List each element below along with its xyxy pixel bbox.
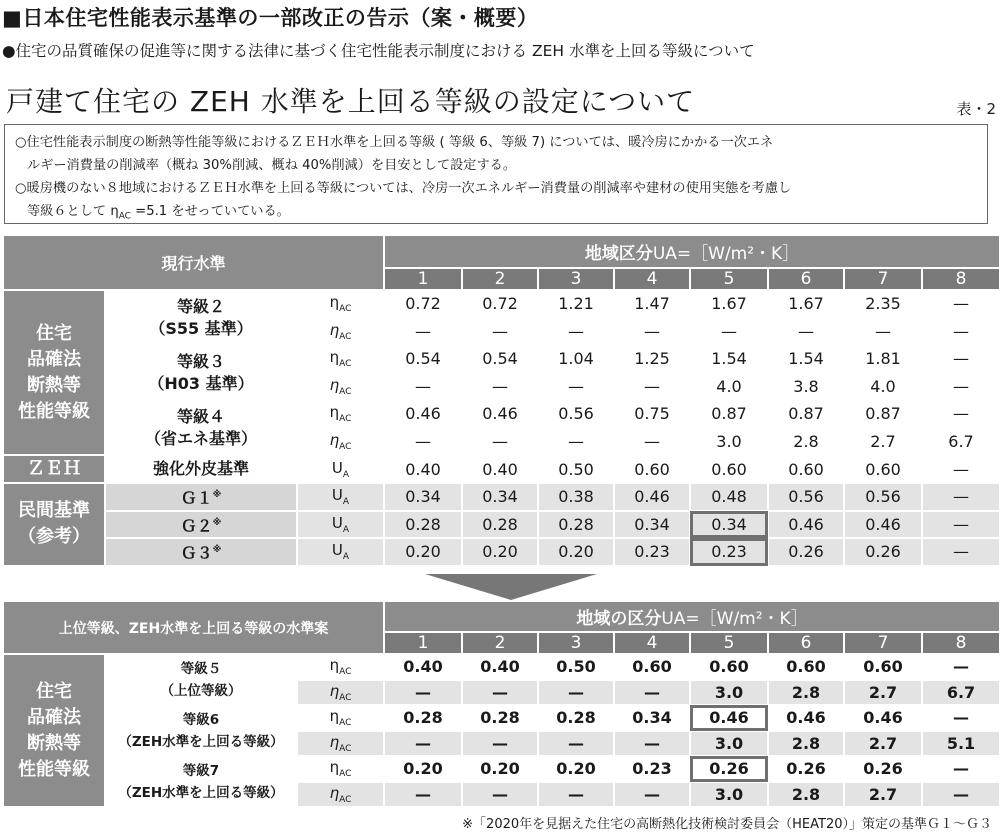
- grade-name-line2: （S55 基準）: [149, 318, 253, 338]
- value-cell: 0.72: [462, 290, 538, 318]
- eta-symbol-sub: AC: [339, 441, 352, 452]
- value-cell: 0.28: [384, 705, 462, 731]
- ua-symbol: [297, 538, 384, 566]
- value-cell: 0.56: [844, 483, 922, 511]
- eta-symbol-sub: AC: [339, 743, 352, 754]
- value-cell: 0.72: [384, 290, 462, 318]
- value-cell: 0.87: [768, 400, 844, 428]
- value-cell: —: [922, 756, 1000, 782]
- eta-symbol-sub: AC: [339, 718, 352, 729]
- page-subtitle: ●住宅の品質確保の促進等に関する法律に基づく住宅性能表示制度における ZEH 水準を上回る等級について: [2, 42, 755, 60]
- value-cell: 0.34: [384, 483, 462, 511]
- value-cell: 1.67: [690, 290, 768, 318]
- table-number: 表・2: [956, 100, 996, 118]
- grade-name-line2: （上位等級）: [160, 682, 242, 699]
- value-cell: 0.54: [384, 345, 462, 373]
- value-cell: 0.26: [844, 538, 922, 566]
- value-cell: 2.8: [768, 428, 844, 456]
- eta-symbol-main: η: [329, 707, 340, 726]
- value-cell: —: [462, 731, 538, 757]
- value-cell: —: [844, 318, 922, 346]
- note-line: ○暖房機のない８地域におけるＺＥＨ水準を上回る等級については、冷房一次エネルギー消費量の削減率や建材の使用実態を考慮し: [15, 181, 792, 196]
- region-number: 3: [538, 268, 614, 290]
- value-cell: 1.25: [614, 345, 690, 373]
- value-cell: —: [614, 731, 690, 757]
- value-cell: 0.28: [538, 705, 614, 731]
- value-cell: 0.34: [462, 483, 538, 511]
- value-cell: 3.0: [690, 782, 768, 808]
- value-cell: 0.46: [384, 400, 462, 428]
- value-cell: 0.23: [690, 538, 768, 566]
- value-cell: 0.87: [690, 400, 768, 428]
- value-cell: —: [690, 318, 768, 346]
- ua-symbol-main: U: [331, 541, 343, 560]
- value-cell: 0.28: [384, 511, 462, 539]
- value-cell: 0.75: [614, 400, 690, 428]
- value-cell: —: [768, 318, 844, 346]
- table1-header-left: 現行水準: [4, 236, 384, 290]
- region-number: 8: [922, 268, 1000, 290]
- eta-symbol-main: η: [329, 783, 340, 802]
- value-cell: 0.46: [614, 483, 690, 511]
- eta-symbol: [297, 290, 384, 318]
- group-label-zeh: ＺＥＨ: [4, 455, 105, 483]
- note-line: ○住宅性能表示制度の断熱等性能等級におけるＺＥＨ水準を上回る等級 ( 等級 6、等級 7) については、暖冷房にかかる一次エネ: [15, 135, 774, 150]
- value-cell: 0.40: [462, 654, 538, 680]
- grade-name-line2: （ZEH水準を上回る等級）: [118, 733, 284, 750]
- value-cell: —: [538, 373, 614, 401]
- value-cell: —: [538, 428, 614, 456]
- region-number: 1: [384, 632, 462, 654]
- value-cell: 6.7: [922, 680, 1000, 706]
- group-label-private: 民間基準 （参考）: [4, 483, 105, 566]
- value-cell: 0.26: [844, 756, 922, 782]
- value-cell: 2.7: [844, 731, 922, 757]
- region-number: 6: [768, 632, 844, 654]
- value-cell: —: [538, 782, 614, 808]
- region-number: 7: [844, 268, 922, 290]
- value-cell: —: [384, 680, 462, 706]
- eta-symbol: [297, 654, 384, 680]
- value-cell: 0.34: [614, 511, 690, 539]
- eta-symbol-sub: AC: [339, 769, 352, 780]
- value-cell: 0.26: [768, 538, 844, 566]
- current-standards-table: [4, 236, 1000, 567]
- value-cell: 2.7: [844, 782, 922, 808]
- region-number: 7: [844, 632, 922, 654]
- value-cell: 0.34: [614, 705, 690, 731]
- eta-symbol: [297, 680, 384, 706]
- grade-name-line2: （省エネ基準）: [144, 428, 257, 448]
- value-cell: 0.28: [538, 511, 614, 539]
- region-number: 2: [462, 632, 538, 654]
- value-cell: 0.28: [462, 705, 538, 731]
- g-grade-mark: ※: [212, 545, 222, 556]
- value-cell: —: [922, 782, 1000, 808]
- value-cell: —: [538, 318, 614, 346]
- value-cell: 0.60: [690, 455, 768, 483]
- eta-symbol-main: η: [329, 293, 340, 312]
- note-sub: AC: [118, 211, 131, 222]
- value-cell: 2.8: [768, 782, 844, 808]
- value-cell: —: [384, 318, 462, 346]
- eta-symbol-main: η: [329, 348, 340, 367]
- region-number: 1: [384, 268, 462, 290]
- ua-symbol: [297, 483, 384, 511]
- value-cell: 0.26: [690, 756, 768, 782]
- value-cell: 1.54: [690, 345, 768, 373]
- grade-name-line1: 等級５: [180, 660, 222, 677]
- value-cell: —: [922, 483, 1000, 511]
- value-cell: 0.60: [844, 455, 922, 483]
- value-cell: 5.1: [922, 731, 1000, 757]
- eta-symbol: [297, 318, 384, 346]
- value-cell: —: [384, 731, 462, 757]
- table1-region-header: [384, 236, 1000, 268]
- value-cell: 0.20: [538, 538, 614, 566]
- value-cell: 2.35: [844, 290, 922, 318]
- value-cell: 0.60: [690, 654, 768, 680]
- page-title: ■日本住宅性能表示基準の一部改正の告示（案・概要）: [2, 6, 539, 30]
- value-cell: 0.46: [768, 705, 844, 731]
- value-cell: 0.60: [614, 654, 690, 680]
- value-cell: —: [462, 428, 538, 456]
- eta-symbol: [297, 428, 384, 456]
- eta-symbol: [297, 373, 384, 401]
- value-cell: 3.0: [690, 428, 768, 456]
- value-cell: —: [462, 373, 538, 401]
- eta-symbol-sub: AC: [339, 359, 352, 370]
- grade-name: [105, 400, 297, 455]
- g-grade-mark: ※: [212, 517, 222, 528]
- value-cell: —: [922, 400, 1000, 428]
- note-text: 等級６として η: [27, 204, 119, 219]
- value-cell: 0.23: [614, 756, 690, 782]
- value-cell: 1.04: [538, 345, 614, 373]
- value-cell: 1.47: [614, 290, 690, 318]
- ua-symbol: [297, 511, 384, 539]
- region-number: 8: [922, 632, 1000, 654]
- notes-box: [4, 124, 988, 224]
- eta-symbol-sub: AC: [339, 692, 352, 703]
- value-cell: 0.50: [538, 455, 614, 483]
- value-cell: 1.21: [538, 290, 614, 318]
- value-cell: 0.46: [844, 511, 922, 539]
- table2-header-left: 上位等級、ZEH水準を上回る等級の水準案: [4, 602, 384, 654]
- value-cell: —: [462, 318, 538, 346]
- eta-symbol: [297, 705, 384, 731]
- value-cell: 0.60: [768, 654, 844, 680]
- eta-symbol-main: η: [329, 681, 340, 700]
- value-cell: 0.50: [538, 654, 614, 680]
- value-cell: —: [922, 290, 1000, 318]
- g-grade-mark: ※: [212, 490, 222, 501]
- value-cell: 6.7: [922, 428, 1000, 456]
- region-number: 2: [462, 268, 538, 290]
- group-label-grades: 住宅 品確法 断熱等 性能等級: [4, 654, 105, 807]
- grade-name: [105, 290, 297, 345]
- value-cell: —: [922, 455, 1000, 483]
- ua-symbol-main: U: [331, 513, 343, 532]
- eta-symbol-main: η: [329, 656, 340, 675]
- value-cell: 2.7: [844, 680, 922, 706]
- value-cell: —: [614, 680, 690, 706]
- eta-symbol-main: η: [329, 375, 340, 394]
- value-cell: —: [922, 511, 1000, 539]
- eta-symbol: [297, 731, 384, 757]
- eta-symbol-main: η: [329, 430, 340, 449]
- eta-symbol-main: η: [329, 320, 340, 339]
- note-line: [15, 200, 977, 229]
- value-cell: —: [462, 782, 538, 808]
- region-number: 4: [614, 268, 690, 290]
- ua-symbol-sub: A: [342, 552, 350, 563]
- grade-name-line1: 等級４: [176, 406, 225, 426]
- value-cell: —: [922, 538, 1000, 566]
- value-cell: —: [614, 428, 690, 456]
- value-cell: 0.20: [384, 538, 462, 566]
- ua-symbol-main: U: [331, 458, 343, 477]
- eta-symbol-sub: AC: [339, 386, 352, 397]
- grade-name: [105, 705, 297, 756]
- value-cell: —: [462, 680, 538, 706]
- value-cell: 0.46: [690, 705, 768, 731]
- region-number: 4: [614, 632, 690, 654]
- grade-name-line2: （H03 基準）: [148, 373, 254, 393]
- value-cell: 2.7: [844, 428, 922, 456]
- value-cell: 0.20: [384, 756, 462, 782]
- value-cell: —: [384, 428, 462, 456]
- grade-name: [105, 654, 297, 705]
- value-cell: 2.8: [768, 680, 844, 706]
- value-cell: 0.38: [538, 483, 614, 511]
- ua-symbol-main: U: [331, 486, 343, 505]
- value-cell: 3.0: [690, 731, 768, 757]
- value-cell: —: [538, 680, 614, 706]
- value-cell: —: [384, 373, 462, 401]
- eta-symbol: [297, 345, 384, 373]
- unit-label: UA=［W/m²・K］: [661, 609, 808, 629]
- value-cell: 0.54: [462, 345, 538, 373]
- note-text: =5.1 をせっていている。: [130, 204, 290, 219]
- group-label-grades: 住宅 品確法 断熱等 性能等級: [4, 290, 105, 455]
- zeh-name: 強化外皮基準: [105, 455, 297, 483]
- value-cell: —: [614, 782, 690, 808]
- grade-name-line1: 等級7: [182, 762, 220, 779]
- eta-symbol-main: η: [329, 403, 340, 422]
- value-cell: 4.0: [844, 373, 922, 401]
- eta-symbol: [297, 782, 384, 808]
- grade-name: [105, 756, 297, 807]
- region-number: 5: [690, 632, 768, 654]
- grade-name-line1: 等級6: [182, 711, 220, 728]
- ua-symbol-sub: A: [342, 469, 350, 480]
- value-cell: 0.87: [844, 400, 922, 428]
- value-cell: 0.20: [462, 538, 538, 566]
- value-cell: —: [922, 373, 1000, 401]
- grade-name-line1: 等級２: [176, 296, 225, 316]
- value-cell: —: [614, 318, 690, 346]
- region-number: 5: [690, 268, 768, 290]
- section-heading: 戸建て住宅の ZEH 水準を上回る等級の設定について: [6, 85, 696, 118]
- value-cell: 0.40: [384, 654, 462, 680]
- eta-symbol: [297, 756, 384, 782]
- eta-symbol: [297, 400, 384, 428]
- value-cell: 0.20: [462, 756, 538, 782]
- value-cell: 2.8: [768, 731, 844, 757]
- value-cell: —: [922, 345, 1000, 373]
- table2-region-header: [384, 602, 1000, 632]
- value-cell: 0.20: [538, 756, 614, 782]
- eta-symbol-main: η: [329, 758, 340, 777]
- value-cell: 0.34: [690, 511, 768, 539]
- eta-symbol-main: η: [329, 732, 340, 751]
- eta-symbol-sub: AC: [339, 794, 352, 805]
- ua-symbol-sub: A: [342, 497, 350, 508]
- value-cell: —: [922, 318, 1000, 346]
- grade-name: [105, 345, 297, 400]
- value-cell: 0.28: [462, 511, 538, 539]
- grade-name-line2: （ZEH水準を上回る等級）: [118, 784, 284, 801]
- eta-symbol-sub: AC: [339, 667, 352, 678]
- value-cell: 0.23: [614, 538, 690, 566]
- ua-symbol: [297, 455, 384, 483]
- region-header-label: 地域区分: [584, 244, 653, 264]
- value-cell: 0.26: [768, 756, 844, 782]
- value-cell: —: [922, 705, 1000, 731]
- grade-name-line1: 等級３: [176, 351, 225, 371]
- value-cell: 1.54: [768, 345, 844, 373]
- region-header-label: 地域の区分: [576, 609, 662, 629]
- region-number: 6: [768, 268, 844, 290]
- value-cell: 1.81: [844, 345, 922, 373]
- ua-symbol-sub: A: [342, 524, 350, 535]
- eta-symbol-sub: AC: [339, 414, 352, 425]
- value-cell: 0.60: [614, 455, 690, 483]
- value-cell: 0.46: [462, 400, 538, 428]
- region-number: 3: [538, 632, 614, 654]
- value-cell: —: [922, 654, 1000, 680]
- value-cell: 3.8: [768, 373, 844, 401]
- value-cell: 0.46: [768, 511, 844, 539]
- value-cell: 3.0: [690, 680, 768, 706]
- footnote: ※「2020年を見据えた住宅の高断熱化技術検討委員会（HEAT20）」策定の基準Ｇ１～Ｇ３: [462, 817, 992, 832]
- value-cell: —: [384, 782, 462, 808]
- value-cell: 0.60: [844, 654, 922, 680]
- value-cell: 0.40: [462, 455, 538, 483]
- g-grade-name: Ｇ２※: [105, 511, 297, 539]
- unit-label: UA=［W/m²・K］: [652, 244, 800, 264]
- value-cell: 0.60: [768, 455, 844, 483]
- proposed-standards-table: [4, 602, 1000, 808]
- value-cell: —: [614, 373, 690, 401]
- eta-symbol-sub: AC: [339, 331, 352, 342]
- value-cell: 0.40: [384, 455, 462, 483]
- value-cell: 0.56: [538, 400, 614, 428]
- value-cell: 4.0: [690, 373, 768, 401]
- value-cell: 0.56: [768, 483, 844, 511]
- value-cell: 0.48: [690, 483, 768, 511]
- g-grade-name: Ｇ１※: [105, 483, 297, 511]
- value-cell: 1.67: [768, 290, 844, 318]
- note-line: ルギー消費量の削減率（概ね 30%削減、概ね 40%削減）を目安として設定する。: [27, 158, 517, 173]
- eta-symbol-sub: AC: [339, 304, 352, 315]
- down-arrow-icon: [425, 574, 597, 600]
- g-grade-name: Ｇ３※: [105, 538, 297, 566]
- value-cell: —: [538, 731, 614, 757]
- value-cell: 0.46: [844, 705, 922, 731]
